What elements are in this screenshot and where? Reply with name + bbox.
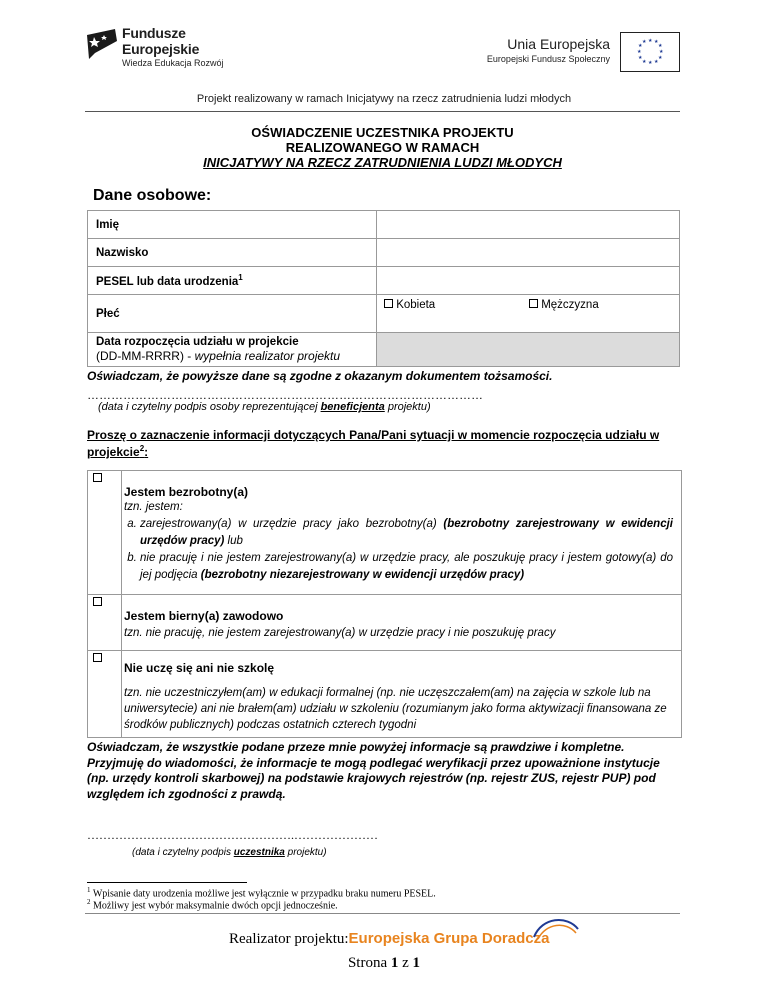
label-data-rozpoczecia: Data rozpoczęcia udziału w projekcie (DD-MM-RRRR) - wypełnia realizator projektu <box>88 333 377 367</box>
signature-line-beneficjent: ……………………………………………………………………………………… <box>87 388 483 402</box>
checkbox-bezrobotny[interactable] <box>88 471 122 595</box>
fe-logo-line1: Fundusze <box>122 25 186 41</box>
option-mezczyzna[interactable]: Mężczyzna <box>529 299 599 311</box>
checkbox-icon[interactable] <box>93 597 102 606</box>
footnote-divider <box>87 882 247 883</box>
option-text-bierny: tzn. nie pracuję, nie jestem zarejestrowany(a) w urzędzie pracy i nie poszukuję pracy <box>124 627 556 639</box>
checkbox-nie-ucze[interactable] <box>88 651 122 738</box>
input-pesel[interactable] <box>377 267 680 295</box>
signature-caption-beneficjent: (data i czytelny podpis osoby reprezentującej beneficjenta projektu) <box>98 401 431 413</box>
status-options-table <box>87 470 682 738</box>
fundusze-europejskie-logo <box>85 23 255 73</box>
label-pesel: PESEL lub data urodzenia$^1$ <box>88 267 377 295</box>
svg-text:★: ★ <box>654 39 659 45</box>
ue-subtitle: Europejski Fundusz Społeczny <box>486 54 610 64</box>
svg-text:★: ★ <box>637 49 642 55</box>
svg-text:★: ★ <box>638 55 643 61</box>
company-logo-text: Europejska Grupa Doradcza <box>348 930 550 947</box>
svg-text:★: ★ <box>648 38 653 44</box>
checkbox-icon[interactable] <box>93 653 102 662</box>
plec-options <box>377 295 680 333</box>
header-divider <box>85 111 680 112</box>
option-title-nie-ucze: Nie uczę się ani nie szkolę <box>124 661 275 675</box>
option-sub-b: b. nie pracuję i nie jestem zarejestrowany(a) w urzędzie pracy, ale poszukuję pracy i jestem gotowy(a) do jej podjęcia (bezrobotny niezarejestrowany w ewidencji urzędów pracy) <box>140 550 673 584</box>
option-sub-a: a. zarejestrowany(a) w urzędzie pracy jako bezrobotny(a) (bezrobotny zarejestrowany w ewidencji urzędów pracy) lub <box>140 516 673 550</box>
svg-text:★: ★ <box>638 43 643 49</box>
signature-caption-uczestnik: (data i czytelny podpis uczestnika projektu) <box>132 847 327 858</box>
svg-text:★: ★ <box>642 39 647 45</box>
checkbox-icon[interactable] <box>529 299 538 308</box>
data-format-note: (DD-MM-RRRR) - wypełnia realizator projektu <box>96 349 341 363</box>
checkbox-icon[interactable] <box>93 473 102 482</box>
input-imie[interactable] <box>377 211 680 239</box>
footer-divider <box>85 913 680 914</box>
option-row-bezrobotny <box>88 471 682 595</box>
personal-data-table <box>87 210 680 367</box>
option-text-nie-ucze: tzn. nie uczestniczyłem(am) w edukacji formalnej (np. nie uczęszczałem(am) na zajęcia w szkole lub na uniwersytecie) ani nie brałem(am) udziału w szkoleniu (rozumianym jako forma aktywizacji finansowana ze środków publicznych) podczas ostatnich czterech tygodni <box>124 687 667 731</box>
svg-text:★: ★ <box>648 60 653 66</box>
svg-text:★: ★ <box>654 59 659 65</box>
svg-text:★: ★ <box>658 55 663 61</box>
checkbox-bierny[interactable] <box>88 595 122 651</box>
label-nazwisko: Nazwisko <box>88 239 377 267</box>
doc-title-line1: OŚWIADCZENIE UCZESTNIKA PROJEKTU <box>251 125 514 140</box>
footnote-1: $^1$ Wpisanie daty urodzenia możliwe jest wyłącznie w przypadku braku numeru PESEL. <box>87 886 436 900</box>
option-kobieta[interactable]: Kobieta <box>384 299 435 311</box>
footer-realizator: Realizator projektu:Europejska Grupa Doradcza <box>229 930 550 947</box>
signature-line-uczestnik: …………………………………………….………………… <box>87 828 378 842</box>
option-title-bierny: Jestem bierny(a) zawodowo <box>124 609 284 623</box>
fe-logo-icon <box>85 27 119 61</box>
checkbox-icon[interactable] <box>384 299 393 308</box>
input-nazwisko[interactable] <box>377 239 680 267</box>
section-heading-personal: Dane osobowe: <box>93 187 212 204</box>
svg-text:★: ★ <box>659 49 664 55</box>
eu-flag-icon <box>620 32 680 72</box>
situation-instruction: Proszę o zaznaczenie informacji dotyczących Pana/Pani sytuacji w momencie rozpoczęcia udziału w projekcie$^2$: <box>87 428 660 459</box>
option-text-bezrobotny: tzn. jestem: a. zarejestrowany(a) w urzędzie pracy jako bezrobotny(a) (bezrobotny zarejestrowany w ewidencji urzędów pracy) lub b. nie pracuję i nie jestem zarejestrowany(a) w urzędzie pracy, ale poszukuję pracy i jestem gotowy(a) do jej podjęcia (bezrobotny niezarejestrowany w ewidencji urzędów pracy) <box>124 499 673 584</box>
option-row-nie-ucze <box>88 651 682 738</box>
svg-text:★: ★ <box>642 59 647 65</box>
svg-text:★: ★ <box>658 43 663 49</box>
option-row-bierny <box>88 595 682 651</box>
fe-logo-line3: Wiedza Edukacja Rozwój <box>122 58 224 68</box>
doc-title-line2: REALIZOWANEGO W RAMACH <box>285 140 480 155</box>
option-title-bezrobotny: Jestem bezrobotny(a) <box>124 485 249 499</box>
doc-title-line3: INICJATYWY NA RZECZ ZATRUDNIENIA LUDZI MŁODYCH <box>203 155 562 170</box>
label-imie: Imię <box>88 211 377 239</box>
input-data-rozpoczecia <box>377 333 680 367</box>
company-swoosh-icon <box>532 915 582 941</box>
page-number: Strona 1 z 1 <box>347 955 421 971</box>
footnote-2: $^2$ Możliwy jest wybór maksymalnie dwóch opcji jednocześnie. <box>87 898 338 912</box>
project-line: Projekt realizowany w ramach Inicjatywy na rzecz zatrudnienia ludzi młodych <box>196 93 572 105</box>
fe-logo-line2: Europejskie <box>122 41 200 57</box>
statement-truthfulness: Oświadczam, że wszystkie podane przeze mnie powyżej informacje są prawdziwe i kompletne. Przyjmuję do wiadomości, że informacje te mogą podlegać weryfikacji przez upoważnione instytucje (np. urzędy kontroli skarbowej) na podstawie krajowych rejestrów (np. rejestr ZUS, rejestr PUP) pod względem ich zgodności z prawdą. <box>87 740 660 801</box>
ue-name: Unia Europejska <box>507 36 610 52</box>
statement-identity: Oświadczam, że powyższe dane są zgodne z okazanym dokumentem tożsamości. <box>87 369 553 383</box>
label-plec: Płeć <box>88 295 377 333</box>
